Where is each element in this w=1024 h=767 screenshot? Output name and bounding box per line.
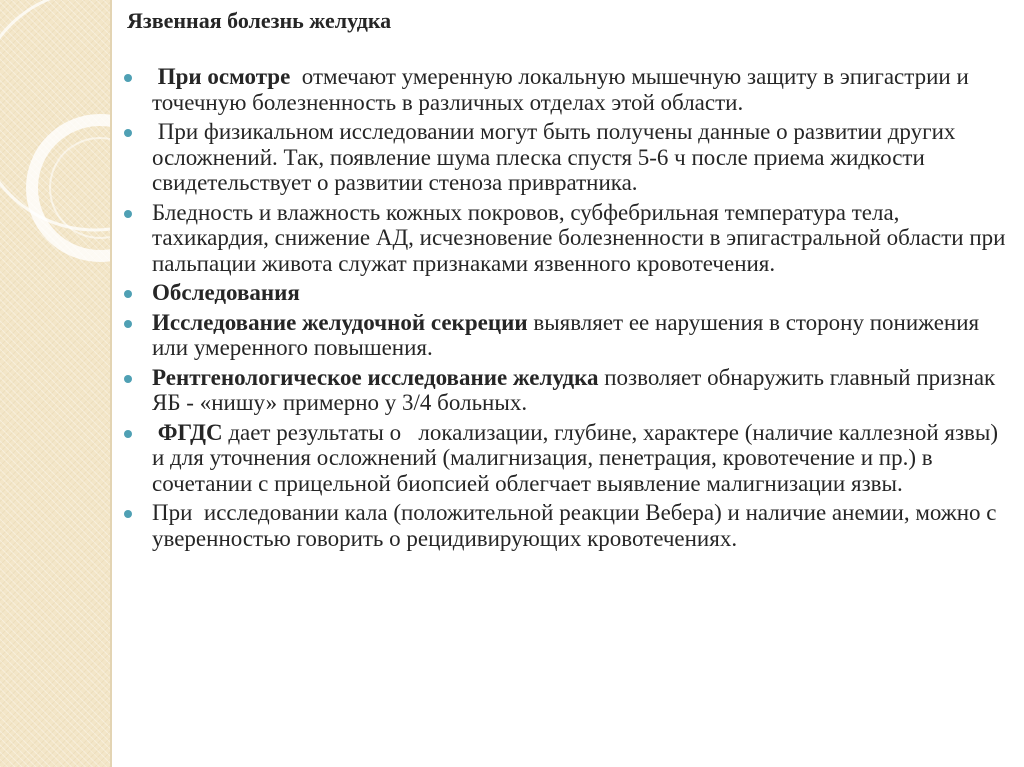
- bullet-dot-icon: [124, 290, 132, 298]
- list-item: [118, 365, 1014, 416]
- item-bold-text: Рентгенологическое исследование желудка: [152, 364, 599, 390]
- list-item: [118, 310, 1014, 361]
- list-item: [118, 119, 1014, 196]
- item-bold-text: Исследование желудочной секреции: [152, 309, 528, 335]
- bullet-list: [118, 64, 1014, 555]
- list-item: [118, 200, 1014, 277]
- item-text: дает результаты о локализации, глубине, характере (наличие каллезной язвы) и для уточнения осложнений (малигнизация, пенетрация, кровотечение и пр.) в сочетании с прицельной биопсией облегчает выявление малигнизации язвы.: [152, 419, 1004, 496]
- item-text: При исследовании кала (положительной реакции Вебера) и наличие анемии, можно с уверенностью говорить о рецидивирующих кровотечениях.: [152, 500, 1003, 551]
- item-bold-text: Обследования: [152, 280, 300, 305]
- bullet-dot-icon: [124, 129, 132, 137]
- bullet-dot-icon: [124, 510, 132, 518]
- bullet-dot-icon: [124, 74, 132, 82]
- slide-title: Язвенная болезнь желудка: [127, 8, 392, 33]
- bullet-dot-icon: [124, 375, 132, 383]
- item-bold-text: ФГДС: [152, 419, 223, 445]
- decorative-side-band: [0, 0, 110, 767]
- item-text: позволяет обнаружить главный признак ЯБ - «нишу» примерно у 3/4 больных.: [152, 364, 1001, 415]
- list-item: [118, 500, 1014, 551]
- item-bold-text: При осмотре: [152, 64, 297, 89]
- bullet-dot-icon: [124, 430, 132, 438]
- side-band-edge: [110, 0, 112, 767]
- item-text: При физикальном исследовании могут быть получены данные о развитии других осложнений. Так, появление шума плеска спустя 5-6 ч после приема жидкости свидетельствует о развитии стеноза привратника.: [152, 119, 962, 195]
- bullet-dot-icon: [124, 320, 132, 328]
- list-item: [118, 420, 1014, 497]
- decorative-circles: [0, 0, 110, 767]
- item-text: отмечают умеренную локальную мышечную защиту в эпигастрии и точечную болезненность в различных отделах этой области.: [152, 64, 975, 115]
- list-item: [118, 64, 1014, 115]
- bullet-dot-icon: [124, 210, 132, 218]
- decorative-ring-thick: [32, 120, 110, 256]
- item-text: выявляет ее нарушения в сторону понижения или умеренного повышения.: [152, 309, 985, 360]
- item-text: Бледность и влажность кожных покровов, субфебрильная температура тела, тахикардия, снижение АД, исчезновение болезненности в эпигастральной области при пальпации живота служат признаками язвенного кровотечения.: [152, 199, 1012, 276]
- list-item: [118, 280, 1014, 306]
